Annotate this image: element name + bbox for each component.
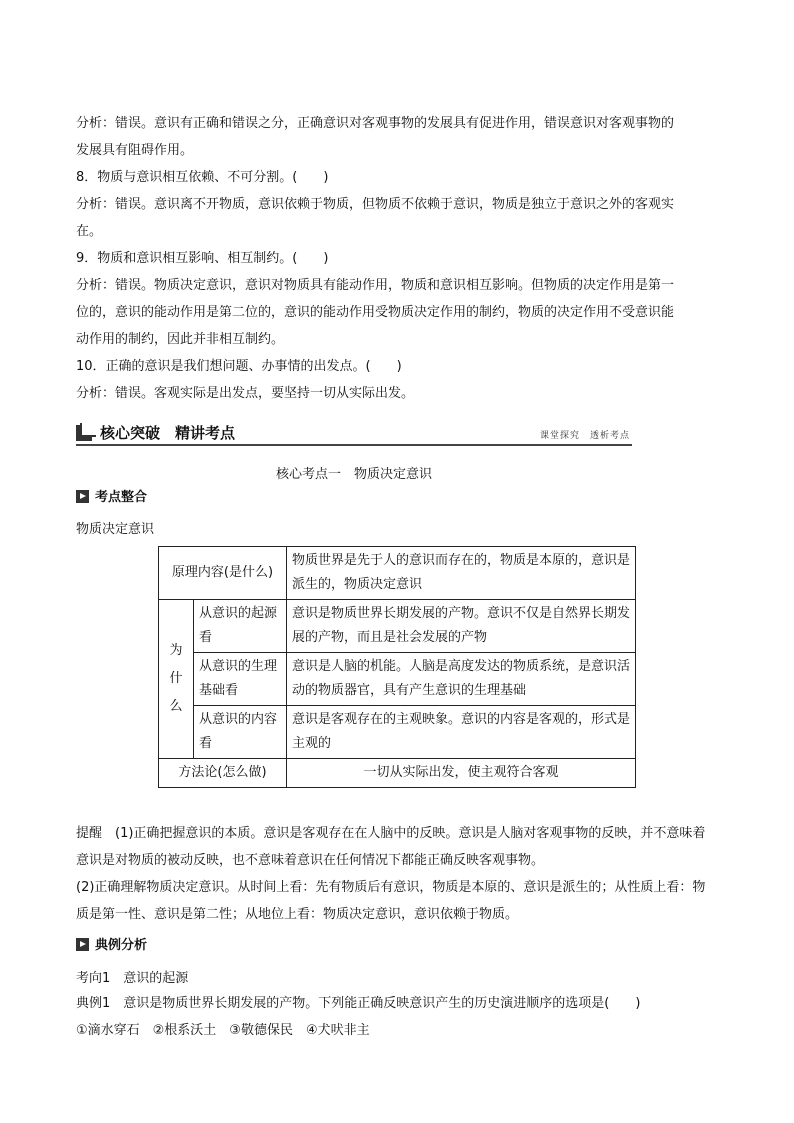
- play-triangle-icon: [76, 938, 89, 951]
- table-cell-text: 一切从实际出发，使主观符合客观: [287, 759, 636, 788]
- question-10: 10．正确的意识是我们想问题、办事情的出发点。( ): [76, 359, 402, 374]
- example-heading: [76, 936, 147, 956]
- analysis-9-line2: 位的，意识的能动作用是第二位的，意识的能动作用受物质决定作用的制约，物质的决定作用不受意识能: [76, 305, 675, 320]
- question-8: 8．物质与意识相互依赖、不可分割。( ): [76, 170, 329, 185]
- table-row: [159, 706, 636, 759]
- analysis-9-line1: 分析：错误。物质决定意识，意识对物质具有能动作用，物质和意识相互影响。但物质的决定作用是第一: [76, 278, 675, 293]
- table-row: [159, 653, 636, 706]
- table-cell-text: 意识是人脑的机能。人脑是高度发达的物质系统，是意识活动的物质器官，具有产生意识的生理基础: [287, 653, 636, 706]
- table-cell-text: 物质世界是先于人的意识而存在的，物质是本原的，意识是派生的，物质决定意识: [287, 547, 636, 600]
- play-triangle-icon: [76, 490, 89, 503]
- summary-table: [158, 546, 636, 788]
- analysis-9-line3: 动作用的制约，因此并非相互制约。: [76, 332, 285, 347]
- table-row: [159, 600, 636, 653]
- example-options: ①滴水穿石 ②根系沃土 ③敬德保民 ④犬吠非主: [76, 1023, 370, 1038]
- analysis-8-line1: 分析：错误。意识离不开物质，意识依赖于物质，但物质不依赖于意识，物质是独立于意识之外的客观实: [76, 197, 675, 212]
- analysis-7-line2: 发展具有阻碍作用。: [76, 143, 194, 158]
- section-title: 核心突破 精讲考点: [100, 424, 236, 442]
- example-heading-text: 典例分析: [95, 938, 148, 953]
- kaodian-heading-text: 考点整合: [95, 490, 148, 505]
- table-cell-sub: 从意识的内容看: [194, 706, 287, 759]
- example-question: 典例1 意识是物质世界长期发展的产物。下列能正确反映意识产生的历史演进顺序的选项是( ): [76, 996, 641, 1011]
- section-marker-icon: [76, 425, 92, 441]
- table-cell-sub: 从意识的起源看: [194, 600, 287, 653]
- tip-paragraph-2: (2)正确理解物质决定意识。从时间上看：先有物质后有意识，物质是本原的、意识是派生的；从性质上看：物质是第一性、意识是第二性；从地位上看：物质决定意识，意识依赖于物质。: [76, 880, 706, 922]
- analysis-7-line1: 分析：错误。意识有正确和错误之分，正确意识对客观事物的发展具有促进作用，错误意识对客观事物的: [76, 116, 675, 131]
- table-cell-why: [159, 600, 194, 759]
- table-cell-text: 意识是客观存在的主观映象。意识的内容是客观的，形式是主观的: [287, 706, 636, 759]
- tip-paragraph-1: 提醒 (1)正确把握意识的本质。意识是客观存在在人脑中的反映。意识是人脑对客观事物的反映，并不意味着意识是对物质的被动反映，也不意味着意识在任何情况下都能正确反映客观事物。: [76, 826, 706, 868]
- kaodian-subtitle: 物质决定意识: [76, 522, 155, 537]
- table-row: [159, 547, 636, 600]
- table-cell-label: 方法论(怎么做): [159, 759, 287, 788]
- analysis-8-line2: 在。: [76, 224, 103, 239]
- kaodian-heading: [76, 488, 147, 508]
- core-point-title: 核心考点一 物质决定意识: [275, 467, 432, 482]
- why-label: 为什么: [169, 643, 183, 714]
- table-cell-sub: 从意识的生理基础看: [194, 653, 287, 706]
- table-cell-text: 意识是物质世界长期发展的产物。意识不仅是自然界长期发展的产物，而且是社会发展的产物: [287, 600, 636, 653]
- table-row: [159, 759, 636, 788]
- section-header: [76, 422, 632, 446]
- table-cell-label: 原理内容(是什么): [159, 547, 287, 600]
- section-subtitle: 课堂探究 透析考点: [539, 431, 630, 441]
- analysis-10: 分析：错误。客观实际是出发点，要坚持一切从实际出发。: [76, 386, 415, 401]
- example-direction: 考向1 意识的起源: [76, 971, 189, 986]
- question-9: 9．物质和意识相互影响、相互制约。( ): [76, 251, 329, 266]
